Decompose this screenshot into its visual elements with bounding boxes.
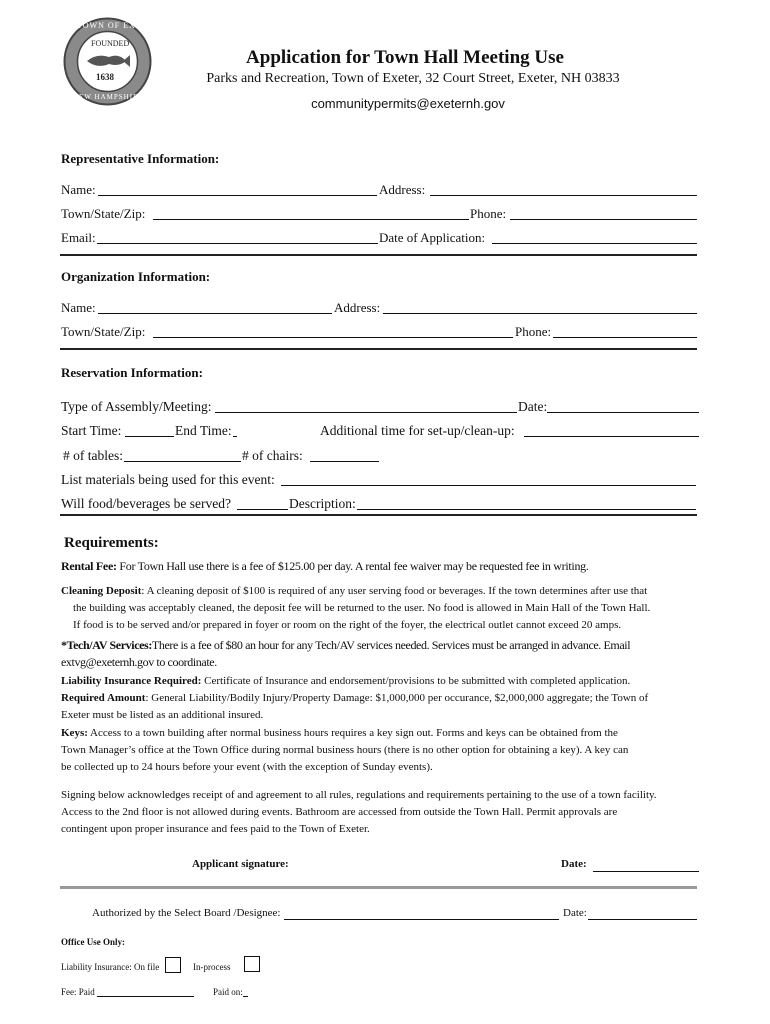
rep-town-field[interactable] (153, 219, 469, 220)
cleaning-line-2: the building was acceptably cleaned, the deposit fee will be returned to the user. No food is allowed in Main Hall of the Town Hall. (73, 602, 651, 614)
signature-divider (60, 886, 697, 889)
res-materials-label: List materials being used for this event: (61, 472, 275, 487)
liability-on-file-checkbox[interactable] (165, 957, 181, 973)
res-type-field[interactable] (215, 412, 517, 413)
cleaning-line-1: : A cleaning deposit of $100 is required of any user serving food or beverages. If the town determines after use that (141, 585, 648, 597)
org-address-field[interactable] (383, 313, 697, 314)
applicant-signature-label: Applicant signature: (192, 858, 289, 870)
org-town-label: Town/State/Zip: (61, 324, 146, 339)
amount-line-2: Exeter must be listed as an additional insured. (61, 709, 264, 721)
rep-name-label: Name: (61, 182, 96, 197)
res-materials-field[interactable] (281, 485, 696, 486)
tech-line-1: There is a fee of $80 an hour for any Tech/AV services needed. Services must be arranged in advance. Email (151, 638, 631, 652)
authorized-field[interactable] (284, 919, 559, 920)
cleaning-deposit-text (61, 583, 721, 634)
res-date-label: Date: (518, 399, 548, 414)
tech-av-text (61, 637, 721, 671)
keys-line-2: Town Manager’s office at the Town Office during normal business hours (there is no other option for obtaining a key). A key can (61, 744, 629, 756)
keys-line-3: be collected up to 24 hours before your event (with the exception of Sunday events). (61, 761, 433, 773)
org-phone-label: Phone: (515, 324, 552, 339)
page-title: Application for Town Hall Meeting Use (246, 47, 564, 68)
applicant-date-field[interactable] (593, 871, 699, 872)
keys-title: Keys: (61, 727, 88, 739)
applicant-date-label: Date: (561, 858, 587, 870)
representative-heading: Representative Information: (61, 151, 220, 166)
rep-email-field[interactable] (97, 243, 378, 244)
org-name-label: Name: (61, 300, 96, 315)
authorized-label: Authorized by the Select Board /Designee: (92, 907, 281, 919)
res-end-field[interactable] (233, 436, 237, 437)
authorized-date-label: Date: (563, 907, 587, 919)
office-use-heading: Office Use Only: (61, 937, 125, 947)
signing-acknowledgement (61, 787, 721, 838)
res-food-label: Will food/beverages be served? (61, 496, 232, 511)
res-additional-label: Additional time for set-up/clean-up: (320, 423, 515, 438)
fee-paid-field[interactable] (97, 996, 194, 997)
rep-address-field[interactable] (430, 195, 697, 196)
cleaning-line-3: If food is to be served and/or prepared in foyer or room on the right of the foyer, the electrical outlet cannot exceed 20 amps. (73, 619, 622, 631)
authorized-date-field[interactable] (588, 919, 697, 920)
rep-date-field[interactable] (492, 243, 697, 244)
tech-title: *Tech/AV Services: (61, 638, 152, 652)
liability-in-process-checkbox[interactable] (244, 956, 260, 972)
res-chairs-field[interactable] (310, 461, 379, 462)
office-inprocess-label: In-process (193, 962, 231, 972)
res-start-label: Start Time: (61, 423, 122, 438)
res-tables-field[interactable] (124, 461, 241, 462)
divider (60, 348, 697, 350)
divider (60, 514, 697, 516)
liability-title: Liability Insurance Required: (61, 675, 202, 687)
amount-body: : General Liability/Bodily Injury/Property Damage: $1,000,000 per occurance, $2,000,000 aggregate; the Town of (145, 692, 649, 704)
res-additional-field[interactable] (524, 436, 699, 437)
res-start-field[interactable] (125, 436, 174, 437)
res-description-label: Description: (289, 496, 356, 511)
page-subtitle: Parks and Recreation, Town of Exeter, 32 Court Street, Exeter, NH 03833 (206, 71, 620, 86)
tech-line-2: extvg@exeternh.gov to coordinate. (61, 655, 217, 669)
organization-heading: Organization Information: (61, 269, 211, 284)
paid-on-field[interactable] (243, 996, 248, 997)
rental-fee-body: For Town Hall use there is a fee of $125.00 per day. A rental fee waiver may be requested fee in writing. (116, 559, 589, 573)
org-town-field[interactable] (153, 337, 513, 338)
requirements-heading: Requirements: (64, 535, 159, 551)
office-liability-label: Liability Insurance: On file (61, 962, 160, 972)
org-address-label: Address: (334, 300, 381, 315)
sign-line-2: Access to the 2nd floor is not allowed during events. Bathroom are accessed from outside the Town Hall. Permit approvals are (61, 806, 618, 818)
rep-email-label: Email: (61, 230, 96, 245)
rental-fee-title: Rental Fee: (61, 559, 117, 573)
cleaning-title: Cleaning Deposit (61, 585, 142, 597)
sign-line-3: contingent upon proper insurance and fees paid to the Town of Exeter. (61, 823, 370, 835)
res-chairs-label: # of chairs: (242, 448, 303, 463)
reservation-heading: Reservation Information: (61, 365, 203, 380)
rep-phone-label: Phone: (470, 206, 507, 221)
sign-line-1: Signing below acknowledges receipt of and agreement to all rules, regulations and requirements pertaining to the use of a town facility. (61, 789, 657, 801)
amount-title: Required Amount (61, 692, 146, 704)
divider (60, 254, 697, 256)
contact-email: communitypermits@exeternh.gov (311, 96, 505, 111)
org-phone-field[interactable] (553, 337, 697, 338)
keys-text (61, 725, 721, 776)
res-date-field[interactable] (547, 412, 699, 413)
org-name-field[interactable] (98, 313, 332, 314)
liability-text (61, 673, 721, 724)
rep-address-label: Address: (379, 182, 426, 197)
rep-date-label: Date of Application: (379, 230, 486, 245)
office-paidon-label: Paid on: (213, 987, 243, 997)
res-type-label: Type of Assembly/Meeting: (61, 399, 212, 414)
seal-founded: FOUNDED (91, 39, 130, 48)
rep-town-label: Town/State/Zip: (61, 206, 146, 221)
liability-body: Certificate of Insurance and endorsement/provisions to be submitted with completed application. (201, 675, 631, 687)
seal-year: 1638 (96, 72, 114, 82)
rental-fee-text (61, 558, 721, 575)
res-description-field[interactable] (357, 509, 696, 510)
rep-phone-field[interactable] (510, 219, 697, 220)
keys-line-1: Access to a town building after normal business hours requires a key sign out. Forms and keys can be obtained from the (87, 727, 618, 739)
office-fee-label: Fee: Paid (61, 987, 95, 997)
rep-name-field[interactable] (98, 195, 377, 196)
res-food-field[interactable] (237, 509, 288, 510)
res-end-label: End Time: (175, 423, 232, 438)
seal-text-top: TOWN OF EXETER (77, 21, 160, 30)
seal-text-bottom: NEW HAMPSHIRE (73, 93, 145, 101)
res-tables-label: # of tables: (63, 448, 123, 463)
